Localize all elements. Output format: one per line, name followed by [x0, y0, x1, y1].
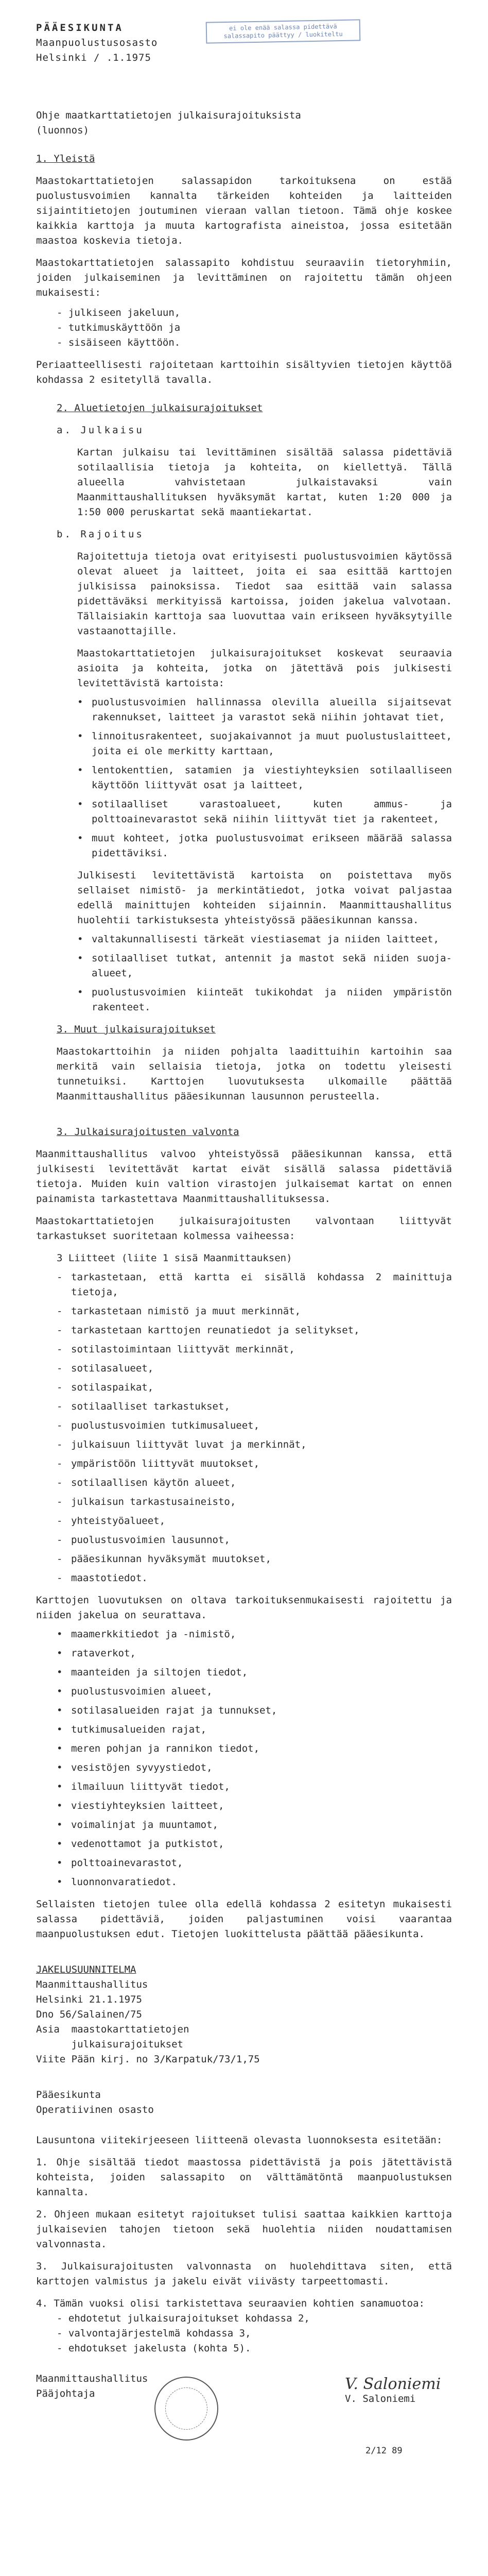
- list-item-text: puolustusvoimien hallinnassa olevilla alueilla sijaitsevat rakennukset, laitteet ja varastot sekä niihin johtavat tiet,: [92, 697, 452, 723]
- list-item-text: valtakunnallisesti tärkeät viestiasemat ja niiden laitteet,: [92, 934, 439, 945]
- list-item-text: sotilastoimintaan liittyvät merkinnät,: [71, 1344, 295, 1355]
- list-item-text: vedenottamot ja putkistot,: [71, 1838, 224, 1850]
- list-item-text: sotilasalueiden rajat ja tunnukset,: [71, 1705, 277, 1716]
- list-item-text: pääesikunnan hyväksymät muutokset,: [71, 1553, 271, 1565]
- place-date: Helsinki / .1.1975: [36, 52, 151, 63]
- letter-meta-line: Dno 56/Salainen/75: [36, 2009, 142, 2020]
- list-item-text: vesistöjen syvyystiedot,: [71, 1762, 213, 1773]
- list-item: • linnoitusrakenteet, suojakaivannot ja muut puolustuslaitteet, joita ei ole merkitty karttaan,: [77, 729, 452, 759]
- list-item: - julkiseen jakeluun,: [57, 307, 181, 318]
- document-title: [36, 108, 452, 138]
- title-line-1: Ohje maatkarttatietojen julkaisurajoituksista: [36, 110, 301, 121]
- section-2f-text: Maastokarttoihin ja niiden pohjalta laadittuihin kartoihin saa merkitä vain sellaisia tietoja, jotka on todettu yleisesti tunnetuiksi. Karttojen luovutuksesta ulkomaille päättää Maanmittaushallitus pääesikunnan lausunnon perusteella.: [57, 1046, 452, 1102]
- section-3-list: [57, 1251, 452, 1586]
- list-item-text: viestiyhteyksien laitteet,: [71, 1800, 224, 1811]
- section-2b-text: Rajoitettuja tietoja ovat erityisesti puolustusvoimien käytössä olevat alueet ja laitteet, joita ei saa esittää karttojen julkisissa painoksissa. Tiedot saa esittää vain salassa pidettäväksi merkityissä kartoissa, joiden jakelua valvotaan. Tällaisiakin karttoja saa luovuttaa vain erikseen hyväksytyille vastaanottajille.: [77, 551, 452, 637]
- list-item: • polttoainevarastot,: [57, 1856, 452, 1871]
- list-item: - yhteistyöalueet,: [57, 1514, 452, 1529]
- letter-meta-line: Maanmittaushallitus: [36, 1979, 148, 1990]
- section-2d-text: Julkisesti levitettävistä kartoista on poistettava myös sellaiset nimistö- ja merkintätiedot, jotka voivat paljastaa edellä mainittujen kohteiden sijainnin. Maanmittaushallitus huolehtii tarkistuksesta yhteistyössä pääesikunnan kanssa.: [77, 870, 452, 926]
- letter-meta-line: Helsinki 21.1.1975: [36, 1994, 142, 2005]
- section-3-para-2: Maastokarttatietojen julkaisurajoitusten valvontaan liittyvät tarkastukset suoritetaan kolmessa vaiheessa:: [36, 1215, 452, 1242]
- list-item: • lentokenttien, satamien ja viestiyhteyksien sotilaalliseen käyttöön liittyvät osat ja laitteet,: [77, 763, 452, 793]
- list-item: - ympäristöön liittyvät muutokset,: [57, 1456, 452, 1471]
- list-item-text: puolustusvoimien kiinteät tukikohdat ja niiden ympäristön rakenteet.: [92, 987, 452, 1013]
- list-item-text: linnoitusrakenteet, suojakaivannot ja muut puolustuslaitteet, joita ei ole merkitty karttaan,: [92, 731, 452, 757]
- section-2a: [57, 423, 452, 520]
- signature-block: [345, 2377, 441, 2406]
- list-item-text: sotilaalliset tarkastukset,: [71, 1401, 230, 1412]
- list-item: - tarkastetaan nimistö ja muut merkinnät,: [57, 1304, 452, 1319]
- section-1-para-2: Maastokarttatietojen salassapito kohdistuu seuraaviin tietoryhmiin, joiden julkaiseminen ja levittäminen on rajoitettu tämän ohjeen mukaisesti:: [36, 257, 452, 298]
- list-item-text: polttoainevarastot,: [71, 1857, 183, 1869]
- section-2a-text: Kartan julkaisu tai levittäminen sisältää salassa pidettäviä sotilaallisia tietoja ja kohteita, on kiellettyä. Tällä alueella vahvistetaan julkaistavaksi vain Maanmittaushallituksen hyväksymät kartat, kuten 1:20 000 ja 1:50 000 peruskartat sekä maantiekartat.: [77, 447, 452, 518]
- signature-area: [36, 2371, 452, 2454]
- list-item: • meren pohjan ja rannikon tiedot,: [57, 1741, 452, 1756]
- list-item-text: puolustusvoimien alueet,: [71, 1686, 213, 1697]
- section-2c: [77, 646, 452, 861]
- list-item: • voimalinjat ja muuntamot,: [57, 1818, 452, 1833]
- stamp-line-1: ei ole enää salassa pidettävä: [229, 23, 337, 32]
- list-item-text: sotilaallisen käytön alueet,: [71, 1477, 236, 1488]
- list-item: • sotilaalliset tutkat, antennit ja mastot sekä niiden suoja-alueet,: [77, 951, 452, 981]
- list-item: • muut kohteet, jotka puolustusvoimat erikseen määrää salassa pidettäviksi.: [77, 831, 452, 861]
- list-item-text: yhteistyöalueet,: [71, 1515, 166, 1527]
- list-item: • luonnonvaratiedot.: [57, 1875, 452, 1890]
- list-item: - sotilaalliset tarkastukset,: [57, 1399, 452, 1414]
- response-point-1: 1. Ohje sisältää tiedot maastossa pidettävistä ja pois jätettävistä kohteista, joiden salassapito on välttämätöntä maanpuolustuksen kannalta.: [36, 2157, 452, 2198]
- list-item-text: julkaisun tarkastusaineisto,: [71, 1496, 236, 1507]
- list-item: - ehdotukset jakelusta (kohta 5).: [57, 2343, 251, 2354]
- list-item: • puolustusvoimien hallinnassa olevilla alueilla sijaitsevat rakennukset, laitteet ja varastot sekä niihin johtavat tiet,: [77, 695, 452, 725]
- section-1: [36, 151, 452, 387]
- list-item: • puolustusvoimien kiinteät tukikohdat ja niiden ympäristön rakenteet.: [77, 985, 452, 1015]
- list-item: - tarkastetaan, että kartta ei sisällä kohdassa 2 mainittuja tietoja,: [57, 1270, 452, 1300]
- sign-name: V. Saloniemi: [345, 2393, 416, 2404]
- list-item: • ilmailuun liittyvät tiedot,: [57, 1780, 452, 1794]
- list-item-text: sotilaspaikat,: [71, 1382, 154, 1393]
- list-item: • valtakunnallisesti tärkeät viestiasemat ja niiden laitteet,: [77, 932, 452, 947]
- signatory-org: [36, 2371, 148, 2401]
- section-2d: [77, 868, 452, 1015]
- section-2f-heading: 3. Muut julkaisurajoitukset: [57, 1024, 216, 1035]
- list-item-text: ympäristöön liittyvät muutokset,: [71, 1458, 260, 1469]
- recipient-line-2: Operatiivinen osasto: [36, 2104, 154, 2115]
- list-item-text: tarkastetaan, että kartta ei sisällä kohdassa 2 mainittuja tietoja,: [71, 1272, 452, 1298]
- section-1-para-1: Maastokarttatietojen salassapidon tarkoituksena on estää puolustusvoimien kannalta tärkeiden kohteiden ja laitteiden sijaintitietojen joutuminen vieraan vallan tietoon. Tämä ohje koskee kaikkia karttoja ja muuta kartografista aineistoa, jossa esitetään maastoa koskevia tietoja.: [36, 175, 452, 246]
- list-item: - valvontajärjestelmä kohdassa 3,: [57, 2328, 251, 2339]
- list-item: • puolustusvoimien alueet,: [57, 1684, 452, 1699]
- org-name: PÄÄESIKUNTA: [36, 22, 124, 33]
- section-1-list: [57, 306, 452, 350]
- list-item-text: julkaisuun liittyvät luvat ja merkinnät,: [71, 1439, 307, 1450]
- recipient-line-1: Pääesikunta: [36, 2089, 101, 2100]
- list-item: - sotilasalueet,: [57, 1361, 452, 1376]
- section-2-heading: 2. Aluetietojen julkaisurajoitukset: [57, 402, 263, 414]
- section-3-list-intro: 3 Liitteet (liite 1 sisä Maanmittauksen): [57, 1252, 292, 1264]
- list-item: - tutkimuskäyttöön ja: [57, 322, 181, 333]
- section-1-tail: Periaatteellisesti rajoitetaan karttoihin sisältyvien tietojen käyttöä kohdassa 2 esitetyllä tavalla.: [36, 359, 452, 385]
- list-item-text: tarkastetaan nimistö ja muut merkinnät,: [71, 1306, 301, 1317]
- list-item: - sotilaspaikat,: [57, 1380, 452, 1395]
- list-item: - tarkastetaan karttojen reunatiedot ja selitykset,: [57, 1323, 452, 1338]
- list-item: • vesistöjen syvyystiedot,: [57, 1760, 452, 1775]
- sign-org: Maanmittaushallitus: [36, 2373, 148, 2384]
- list-item: - sotilastoimintaan liittyvät merkinnät,: [57, 1342, 452, 1357]
- list-item: - ehdotetut julkaisurajoitukset kohdassa 2,: [57, 2313, 310, 2324]
- letter-meta-line: Asia maastokarttatietojen: [36, 2024, 189, 2035]
- list-item-text: sotilaalliset varastoalueet, kuten ammus- ja polttoainevarastot sekä niihin liittyvät tiet ja rakenteet,: [92, 799, 452, 825]
- list-item-text: tarkastetaan karttojen reunatiedot ja selitykset,: [71, 1325, 360, 1336]
- list-item: • sotilaalliset varastoalueet, kuten ammus- ja polttoainevarastot sekä niihin liittyvät tiet ja rakenteet,: [77, 797, 452, 827]
- title-line-2: (luonnos): [36, 125, 89, 136]
- distribution-heading: JAKELUSUUNNITELMA: [36, 1964, 136, 1975]
- list-item-text: sotilasalueet,: [71, 1363, 154, 1374]
- list-item-text: ilmailuun liittyvät tiedot,: [71, 1781, 230, 1792]
- response-point-3: 3. Julkaisurajoitusten valvonnasta on huolehdittava siten, että karttojen valmistus ja jakelu eivät viivästy tarpeettomasti.: [36, 2261, 452, 2287]
- section-3-closing: Sellaisten tietojen tulee olla edellä kohdassa 2 esitetyn mukaisesti salassa pidettäviä, joiden paljastuminen voisi vaarantaa maanpuolustuksen edut. Tietojen luokittelusta päättää pääesikunta.: [36, 1899, 452, 1940]
- list-item: • viestiyhteyksien laitteet,: [57, 1799, 452, 1814]
- section-2b-label: b. Rajoitus: [57, 529, 144, 540]
- section-2a-label: a. Julkaisu: [57, 425, 144, 436]
- list-item: - sisäiseen käyttöön.: [57, 337, 181, 348]
- section-3-para-1: Maanmittaushallitus valvoo yhteistyössä pääesikunnan kanssa, että julkisesti levitettävät kartat eivät sisällä salassa pidettäviä tietoja. Muiden kuin valtion virastojen julkaisemat kartat on ennen painamista tarkastettava Maanmittaushallituksessa.: [36, 1148, 452, 1205]
- list-item-text: rataverkot,: [71, 1648, 136, 1659]
- list-item: • maanteiden ja siltojen tiedot,: [57, 1665, 452, 1680]
- list-item: - julkaisuun liittyvät luvat ja merkinnät,: [57, 1437, 452, 1452]
- list-item-text: puolustusvoimien lausunnot,: [71, 1534, 230, 1546]
- unit-name: Maanpuolustusosasto: [36, 37, 158, 48]
- list-item: - puolustusvoimien tutkimusalueet,: [57, 1418, 452, 1433]
- list-item-text: maastotiedot.: [71, 1572, 148, 1584]
- signature: V. Saloniemi: [345, 2375, 441, 2393]
- response-intro: Lausuntona viitekirjeeseen liitteenä olevasta luonnoksesta esitetään:: [36, 2134, 443, 2146]
- list-item: - puolustusvoimien lausunnot,: [57, 1533, 452, 1548]
- list-item: • vedenottamot ja putkistot,: [57, 1837, 452, 1852]
- list-item: • tutkimusalueiden rajat,: [57, 1722, 452, 1737]
- list-item-text: muut kohteet, jotka puolustusvoimat erikseen määrää salassa pidettäviksi.: [92, 833, 452, 859]
- list-item-text: lentokenttien, satamien ja viestiyhteyksien sotilaalliseen käyttöön liittyvät osat ja laitteet,: [92, 765, 452, 791]
- list-item-text: puolustusvoimien tutkimusalueet,: [71, 1420, 260, 1431]
- stamp-line-2: salassapito päättyy / luokiteltu: [223, 30, 343, 40]
- list-item: - maastotiedot.: [57, 1571, 452, 1586]
- list-item-text: sotilaalliset tutkat, antennit ja mastot sekä niiden suoja-alueet,: [92, 953, 452, 979]
- response-point-4-list: [57, 2311, 452, 2356]
- list-item-text: tutkimusalueiden rajat,: [71, 1724, 207, 1735]
- sign-role: Pääjohtaja: [36, 2388, 95, 2399]
- classification-stamp: [206, 19, 361, 43]
- section-3-heading: 3. Julkaisurajoitusten valvonta: [57, 1126, 239, 1138]
- list-item: - julkaisun tarkastusaineisto,: [57, 1495, 452, 1510]
- list-item: - sotilaallisen käytön alueet,: [57, 1476, 452, 1490]
- list-item-text: maanteiden ja siltojen tiedot,: [71, 1667, 248, 1678]
- section-3-after: Karttojen luovutuksen on oltava tarkoituksenmukaisesti rajoitettu ja niiden jakelua on seurattava.: [36, 1595, 452, 1621]
- list-item-text: voimalinjat ja muuntamot,: [71, 1819, 218, 1831]
- section-2c-intro: Maastokarttatietojen julkaisurajoitukset koskevat seuraavia asioita ja kohteita, jotka on jätettävä pois julkisesti levitettävistä kartoista:: [77, 648, 452, 689]
- section-2f: [57, 1022, 452, 1104]
- list-item: - pääesikunnan hyväksymät muutokset,: [57, 1552, 452, 1567]
- reference-code: 2/12 89: [365, 2446, 403, 2456]
- list-item: • sotilasalueiden rajat ja tunnukset,: [57, 1703, 452, 1718]
- list-item: • rataverkot,: [57, 1646, 452, 1661]
- section-2b: [57, 527, 452, 639]
- response-point-2: 2. Ohjeen mukaan esitetyt rajoitukset tulisi saattaa kaikkien karttoja julkaisevien tahojen tietoon sekä huolehtia niiden noudattamisen valvonnasta.: [36, 2209, 452, 2250]
- letter-meta-line: Viite Pään kirj. no 3/Karpatuk/73/1,75: [36, 2054, 260, 2065]
- list-item-text: maamerkkitiedot ja -nimistö,: [71, 1629, 236, 1640]
- official-seal-icon: [154, 2377, 218, 2441]
- section-3-list-2: [57, 1627, 452, 1890]
- list-item-text: luonnonvaratiedot.: [71, 1876, 177, 1888]
- letterhead: [36, 21, 452, 77]
- section-1-heading: 1. Yleistä: [36, 153, 95, 164]
- list-item: • maamerkkitiedot ja -nimistö,: [57, 1627, 452, 1642]
- section-2: [36, 401, 452, 1104]
- response-letter: [36, 1962, 452, 2454]
- list-item-text: meren pohjan ja rannikon tiedot,: [71, 1743, 260, 1754]
- response-point-4: 4. Tämän vuoksi olisi tarkistettava seuraavien kohtien sanamuotoa:: [36, 2298, 425, 2309]
- section-3: [36, 1125, 452, 1942]
- letter-meta-line: julkaisurajoitukset: [36, 2039, 183, 2050]
